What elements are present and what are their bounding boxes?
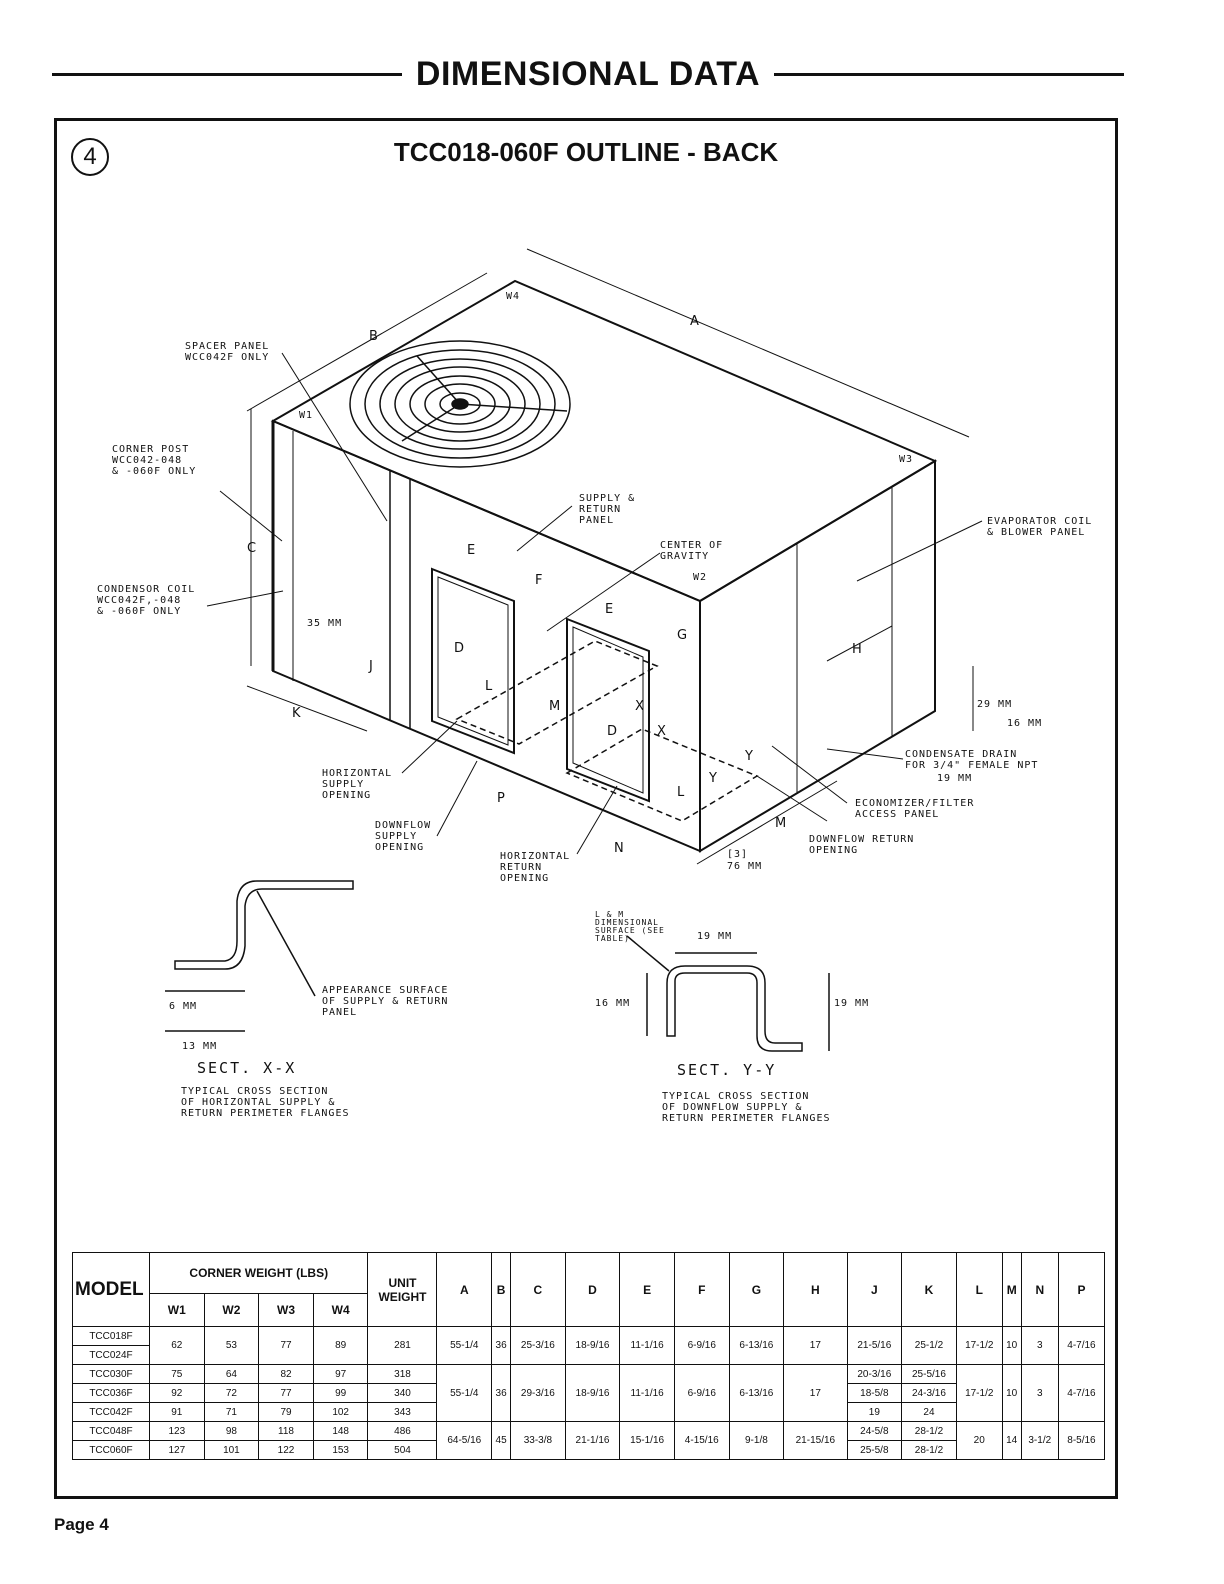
dim-cell: 17 bbox=[784, 1327, 847, 1365]
page-header bbox=[52, 55, 1124, 95]
table-header-dim: A bbox=[437, 1253, 492, 1327]
dim-l-1: L bbox=[485, 679, 493, 694]
label-supply-return-panel: SUPPLY & RETURN PANEL bbox=[579, 493, 636, 526]
table-header-row bbox=[73, 1253, 1105, 1294]
w3-cell: 82 bbox=[259, 1365, 314, 1384]
dim-cell: 9-1/8 bbox=[729, 1422, 784, 1460]
dim-cell: 18-9/16 bbox=[565, 1327, 620, 1365]
label-condensate-mm: 19 MM bbox=[937, 773, 973, 784]
label-16mm: 16 MM bbox=[1007, 718, 1043, 729]
dim-d-1: D bbox=[454, 641, 465, 656]
label-appearance-surface: APPEARANCE SURFACE OF SUPPLY & RETURN PANEL bbox=[322, 985, 449, 1018]
unit-weight-cell: 486 bbox=[368, 1422, 437, 1441]
label-downflow-supply: DOWNFLOW SUPPLY OPENING bbox=[375, 820, 432, 853]
model-cell: TCC018F bbox=[73, 1327, 150, 1346]
w4-cell: 153 bbox=[313, 1441, 368, 1460]
label-lm-note: L & M DIMENSIONAL SURFACE (SEE TABLE) bbox=[595, 910, 665, 943]
dim-j-cell: 18-5/8 bbox=[847, 1384, 902, 1403]
sect-yy-profile bbox=[627, 936, 829, 1051]
w3-cell: 77 bbox=[259, 1327, 314, 1365]
table-header-dim: P bbox=[1058, 1253, 1104, 1327]
table-header-dim: N bbox=[1021, 1253, 1058, 1327]
dim-k-cell: 24 bbox=[902, 1403, 957, 1422]
figure-number: 4 bbox=[71, 138, 109, 176]
dim-j-cell: 20-3/16 bbox=[847, 1365, 902, 1384]
w3-cell: 122 bbox=[259, 1441, 314, 1460]
table-header-corner-weight: CORNER WEIGHT (LBS) bbox=[150, 1253, 368, 1294]
fan-grille-icon bbox=[350, 341, 570, 467]
figure-title: TCC018-060F OUTLINE - BACK bbox=[393, 137, 779, 167]
dim-cell: 8-5/16 bbox=[1058, 1422, 1104, 1460]
unit-weight-cell: 504 bbox=[368, 1441, 437, 1460]
table-header-dim: B bbox=[492, 1253, 511, 1327]
sect-yy-caption: TYPICAL CROSS SECTION OF DOWNFLOW SUPPLY & RETURN PERIMETER FLANGES bbox=[662, 1091, 831, 1124]
w2-cell: 71 bbox=[204, 1403, 259, 1422]
dim-cell: 15-1/16 bbox=[620, 1422, 675, 1460]
model-cell: TCC030F bbox=[73, 1365, 150, 1384]
w4-cell: 102 bbox=[313, 1403, 368, 1422]
dim-d-2: D bbox=[607, 724, 618, 739]
label-sect-yy-19mm-top: 19 MM bbox=[697, 931, 733, 942]
table-header-dim: G bbox=[729, 1253, 784, 1327]
dim-cell: 3 bbox=[1021, 1327, 1058, 1365]
label-76mm: 76 MM bbox=[727, 861, 763, 872]
table-header-dim: F bbox=[674, 1253, 729, 1327]
model-cell: TCC042F bbox=[73, 1403, 150, 1422]
table-header-dim: E bbox=[620, 1253, 675, 1327]
dim-cell: 6-13/16 bbox=[729, 1327, 784, 1365]
w2-cell: 101 bbox=[204, 1441, 259, 1460]
table-header-dim: M bbox=[1002, 1253, 1021, 1327]
table-header-w1: W1 bbox=[150, 1294, 205, 1327]
table-header-dim: D bbox=[565, 1253, 620, 1327]
sect-yy-title: SECT. Y-Y bbox=[677, 1061, 777, 1079]
w1-cell: 91 bbox=[150, 1403, 205, 1422]
dim-cell: 4-7/16 bbox=[1058, 1327, 1104, 1365]
dim-h: H bbox=[852, 642, 862, 657]
w3-cell: 79 bbox=[259, 1403, 314, 1422]
dim-k-cell: 28-1/2 bbox=[902, 1422, 957, 1441]
label-spacer-panel: SPACER PANEL WCC042F ONLY bbox=[185, 341, 270, 363]
dim-cell: 55-1/4 bbox=[437, 1327, 492, 1365]
dim-cell: 10 bbox=[1002, 1365, 1021, 1422]
label-horizontal-supply: HORIZONTAL SUPPLY OPENING bbox=[322, 768, 393, 801]
dim-j: J bbox=[369, 659, 373, 674]
label-w4: W4 bbox=[506, 291, 521, 302]
dim-cell: 21-1/16 bbox=[565, 1422, 620, 1460]
label-sect-yy-16mm: 16 MM bbox=[595, 998, 631, 1009]
dimension-table bbox=[72, 1252, 1105, 1460]
label-w2: W2 bbox=[693, 572, 708, 583]
dim-f: F bbox=[535, 573, 543, 588]
dim-cell: 45 bbox=[492, 1422, 511, 1460]
w2-cell: 64 bbox=[204, 1365, 259, 1384]
dim-cell: 25-1/2 bbox=[902, 1327, 957, 1365]
dim-k: K bbox=[292, 706, 301, 721]
label-economizer: ECONOMIZER/FILTER ACCESS PANEL bbox=[855, 798, 975, 820]
dim-cell: 36 bbox=[492, 1365, 511, 1422]
dim-p: P bbox=[497, 791, 505, 806]
dim-j-cell: 25-5/8 bbox=[847, 1441, 902, 1460]
label-sect-xx-6mm: 6 MM bbox=[169, 1001, 198, 1012]
w4-cell: 99 bbox=[313, 1384, 368, 1403]
table-row bbox=[73, 1422, 1105, 1441]
dim-e-2: E bbox=[605, 602, 614, 617]
dim-j-cell: 24-5/8 bbox=[847, 1422, 902, 1441]
dim-k-cell: 25-5/16 bbox=[902, 1365, 957, 1384]
dim-k-cell: 28-1/2 bbox=[902, 1441, 957, 1460]
table-header-w2: W2 bbox=[204, 1294, 259, 1327]
label-condensor-coil: CONDENSOR COIL WCC042F,-048 & -060F ONLY bbox=[97, 584, 196, 617]
sect-xx-title: SECT. X-X bbox=[197, 1059, 297, 1077]
dim-cell: 17-1/2 bbox=[956, 1365, 1002, 1422]
dim-cell: 3-1/2 bbox=[1021, 1422, 1058, 1460]
table-row bbox=[73, 1365, 1105, 1384]
dim-cell: 10 bbox=[1002, 1327, 1021, 1365]
dim-cell: 29-3/16 bbox=[511, 1365, 566, 1422]
w1-cell: 62 bbox=[150, 1327, 205, 1365]
table-header-dim: L bbox=[956, 1253, 1002, 1327]
w1-cell: 127 bbox=[150, 1441, 205, 1460]
dim-a: A bbox=[690, 314, 699, 329]
dim-cell: 3 bbox=[1021, 1365, 1058, 1422]
dim-cell: 4-7/16 bbox=[1058, 1365, 1104, 1422]
label-w3: W3 bbox=[899, 454, 914, 465]
w2-cell: 98 bbox=[204, 1422, 259, 1441]
table-header-dim: H bbox=[784, 1253, 847, 1327]
dim-cell: 6-9/16 bbox=[674, 1365, 729, 1422]
w1-cell: 75 bbox=[150, 1365, 205, 1384]
dim-cell: 6-9/16 bbox=[674, 1327, 729, 1365]
dim-x-1: X bbox=[635, 699, 644, 714]
label-evaporator-coil: EVAPORATOR COIL & BLOWER PANEL bbox=[987, 516, 1093, 538]
dim-cell: 14 bbox=[1002, 1422, 1021, 1460]
label-condensate-drain: CONDENSATE DRAIN FOR 3/4" FEMALE NPT bbox=[905, 749, 1039, 771]
table-header-dim: C bbox=[511, 1253, 566, 1327]
table-header-w3: W3 bbox=[259, 1294, 314, 1327]
label-29mm: 29 MM bbox=[977, 699, 1013, 710]
dim-m-2: M bbox=[775, 816, 787, 831]
dim-g: G bbox=[677, 628, 688, 643]
dim-b: B bbox=[369, 329, 378, 344]
dim-y-1: Y bbox=[745, 749, 753, 764]
label-w1: W1 bbox=[299, 410, 314, 421]
w1-cell: 92 bbox=[150, 1384, 205, 1403]
dim-cell: 17-1/2 bbox=[956, 1327, 1002, 1365]
sect-xx-caption: TYPICAL CROSS SECTION OF HORIZONTAL SUPPLY & RETURN PERIMETER FLANGES bbox=[181, 1086, 350, 1119]
w2-cell: 72 bbox=[204, 1384, 259, 1403]
model-cell: TCC024F bbox=[73, 1346, 150, 1365]
dim-cell: 21-5/16 bbox=[847, 1327, 902, 1365]
label-sect-xx-13mm: 13 MM bbox=[182, 1041, 218, 1052]
dim-cell: 20 bbox=[956, 1422, 1002, 1460]
dim-cell: 4-15/16 bbox=[674, 1422, 729, 1460]
w1-cell: 123 bbox=[150, 1422, 205, 1441]
w4-cell: 89 bbox=[313, 1327, 368, 1365]
dim-y-2: Y bbox=[709, 771, 717, 786]
label-center-of-gravity: CENTER OF GRAVITY bbox=[660, 540, 724, 562]
dim-cell: 18-9/16 bbox=[565, 1365, 620, 1422]
dim-l-2: L bbox=[677, 785, 685, 800]
dim-n: N bbox=[614, 841, 624, 856]
dim-cell: 6-13/16 bbox=[729, 1365, 784, 1422]
label-corner-post: CORNER POST WCC042-048 & -060F ONLY bbox=[112, 444, 197, 477]
dim-c: C bbox=[247, 541, 257, 556]
w3-cell: 118 bbox=[259, 1422, 314, 1441]
dim-cell: 33-3/8 bbox=[511, 1422, 566, 1460]
w3-cell: 77 bbox=[259, 1384, 314, 1403]
label-sect-yy-19mm-right: 19 MM bbox=[834, 998, 870, 1009]
dim-cell: 17 bbox=[784, 1365, 847, 1422]
page-title: DIMENSIONAL DATA bbox=[52, 55, 1124, 94]
dim-j-cell: 19 bbox=[847, 1403, 902, 1422]
label-bracket-3: [3] bbox=[727, 849, 749, 860]
dim-cell: 21-15/16 bbox=[784, 1422, 847, 1460]
figure-frame bbox=[54, 118, 1118, 1499]
w4-cell: 148 bbox=[313, 1422, 368, 1441]
table-row bbox=[73, 1327, 1105, 1346]
table-header-w4: W4 bbox=[313, 1294, 368, 1327]
unit-weight-cell: 281 bbox=[368, 1327, 437, 1365]
dim-m-1: M bbox=[549, 699, 561, 714]
unit-weight-cell: 318 bbox=[368, 1365, 437, 1384]
unit-outline-drawing bbox=[57, 121, 1115, 1251]
label-downflow-return: DOWNFLOW RETURN OPENING bbox=[809, 834, 915, 856]
table-header-dim: J bbox=[847, 1253, 902, 1327]
page-number: Page 4 bbox=[54, 1515, 109, 1534]
dim-e-1: E bbox=[467, 543, 476, 558]
unit-weight-cell: 343 bbox=[368, 1403, 437, 1422]
model-cell: TCC036F bbox=[73, 1384, 150, 1403]
table-header-dim: K bbox=[902, 1253, 957, 1327]
model-cell: TCC060F bbox=[73, 1441, 150, 1460]
label-horizontal-return: HORIZONTAL RETURN OPENING bbox=[500, 851, 571, 884]
table-header-model: MODEL bbox=[73, 1253, 150, 1327]
w2-cell: 53 bbox=[204, 1327, 259, 1365]
dim-cell: 64-5/16 bbox=[437, 1422, 492, 1460]
dim-k-cell: 24-3/16 bbox=[902, 1384, 957, 1403]
dim-cell: 36 bbox=[492, 1327, 511, 1365]
dim-cell: 55-1/4 bbox=[437, 1365, 492, 1422]
model-cell: TCC048F bbox=[73, 1422, 150, 1441]
table-header-unit-weight: UNIT WEIGHT bbox=[368, 1253, 437, 1327]
unit-weight-cell: 340 bbox=[368, 1384, 437, 1403]
dim-x-2: X bbox=[657, 724, 666, 739]
dim-cell: 25-3/16 bbox=[511, 1327, 566, 1365]
dim-cell: 11-1/16 bbox=[620, 1327, 675, 1365]
label-35mm: 35 MM bbox=[307, 618, 343, 629]
dim-cell: 11-1/16 bbox=[620, 1365, 675, 1422]
w4-cell: 97 bbox=[313, 1365, 368, 1384]
